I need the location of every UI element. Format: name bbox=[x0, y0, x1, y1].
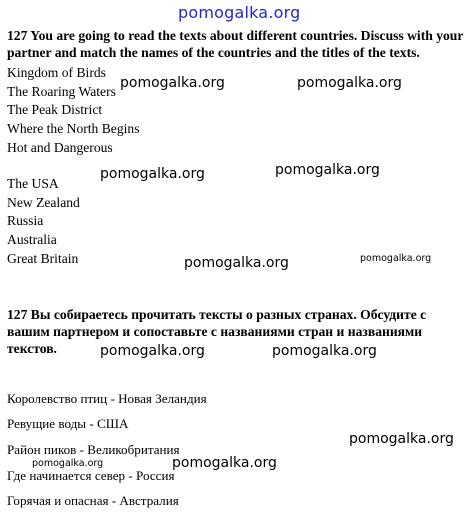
list-item: Where the North Begins bbox=[7, 121, 140, 137]
countries-list bbox=[7, 175, 80, 268]
site-logo[interactable]: pomogalka.org bbox=[178, 3, 301, 22]
list-item: Great Britain bbox=[7, 250, 79, 266]
answer-item: Где начинается север - Россия bbox=[7, 468, 175, 483]
watermark: pomogalka.org bbox=[360, 253, 432, 264]
list-item: Russia bbox=[7, 213, 44, 229]
watermark: pomogalka.org bbox=[349, 431, 454, 447]
watermark: pomogalka.org bbox=[275, 162, 380, 178]
watermark: pomogalka.org bbox=[100, 166, 205, 182]
list-item: Kingdom of Birds bbox=[7, 65, 106, 80]
watermark: pomogalka.org bbox=[32, 458, 104, 469]
watermark: pomogalka.org bbox=[184, 255, 289, 271]
list-item: Australia bbox=[7, 232, 57, 248]
watermark: pomogalka.org bbox=[272, 343, 377, 359]
list-item: Hot and Dangerous bbox=[7, 139, 113, 155]
answer-item: Горячая и опасная - Австралия bbox=[7, 493, 179, 508]
watermark: pomogalka.org bbox=[297, 75, 402, 91]
watermark: pomogalka.org bbox=[120, 75, 225, 91]
answer-item: Район пиков - Великобритания bbox=[7, 442, 180, 457]
exercise-instruction-en: 127 You are going to read the texts about different countries. Discuss with your partner and match the names of the countries and the titles of the texts. bbox=[7, 28, 464, 60]
list-item: The Roaring Waters bbox=[7, 83, 116, 99]
answer-item: Королевство птиц - Новая Зеландия bbox=[7, 391, 207, 406]
answer-item: Ревущие воды - США bbox=[7, 416, 129, 431]
exercise-instruction-ru: 127 Вы собираетесь прочитать тексты о разных странах. Обсудите с вашим партнером и сопоставьте с названиями стран и названиями текстов. bbox=[7, 307, 427, 356]
list-item: The Peak District bbox=[7, 102, 103, 118]
list-item: New Zealand bbox=[7, 194, 80, 210]
list-item: The USA bbox=[7, 176, 59, 191]
watermark: pomogalka.org bbox=[100, 343, 205, 359]
watermark: pomogalka.org bbox=[172, 455, 277, 471]
